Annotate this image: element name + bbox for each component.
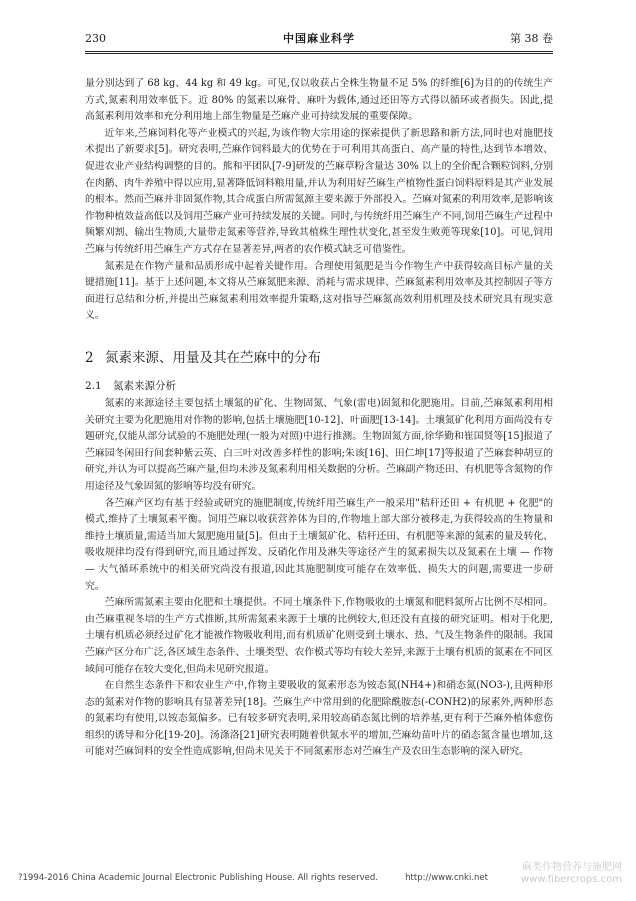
paragraph: 各苎麻产区均有基于经验或研究的施肥制度,传统纤用苎麻生产一般采用"秸秆还田 + 有机肥 + 化肥"的模式,维持了土壤氮素平衡。饲用苎麻以收获营养体为目的,作物地上部大部分被移走,为获得较高的生物量和维持土壤质量,需适当加大氮肥施用量[5]。但由于土壤氮矿化、秸秆还田、有机肥等来源的氮素的量及转化、吸收规律均没有得到研究,而且通过挥发、反硝化作用及淋失等途径产生的氮素损失以及氮素在土壤 — 作物 — 大气循环系统中的相关研究尚没有报道,因此其施肥制度可能存在效率低、损失大的问题,需要进一步研究。 [85,497,553,592]
journal-title: 中国麻业科学 [283,32,355,45]
subsection-title: 氮素来源分析 [113,380,176,392]
footer-url: http://www.cnki.net [405,873,488,883]
paragraph: 在自然生态条件下和农业生产中,作物主要吸收的氮素形态为铵态氮(NH4+)和硝态氮(NO3-),且两种形态的氮素对作物的影响具有显著差异[18]。苎麻生产中常用到的化肥除酰胺态(-CONH2)的尿素外,两种形态的氮素均有使用,以铵态氮偏多。已有较多研究表明,采用较高硝态氮比例的培养基,更有利于苎麻外植体愈伤组织的诱导和分化[19-20]。汤涤洛[21]研究表明随着供氮水平的增加,苎麻幼苗叶片的硝态氮含量也增加,这可能对苎麻饲料的安全性造成影响,但尚未见关于不同氮素形态对苎麻生产及农田生态影响的深入研究。 [85,680,553,758]
page-number: 230 [85,32,106,45]
volume-label: 第 38 卷 [510,32,553,45]
subsection-heading [85,378,553,394]
watermark [521,862,622,886]
header-rule [85,51,553,52]
watermark-line: 麻类作物营养与施肥网 [522,862,622,873]
paragraph: 量分别达到了 68 kg、44 kg 和 49 kg。可见,仅以收获占全株生物量不足 5% 的纤维[6]为目的的传统生产方式,氮素利用效率低下。近 80% 的氮素以麻骨、麻叶为载体,通过还田等方式得以循环或者损失。因此,提高氮素利用效率和充分利用地上部生物量是苎麻产业可持续发展的重要保障。 [85,78,553,123]
running-header [85,30,553,48]
section-title: 氮素来源、用量及其在苎麻中的分布 [105,350,321,366]
paragraph: 氮素是在作物产量和品质形成中起着关键作用。合理使用氮肥是当今作物生产中获得较高目标产量的关键措施[11]。基于上述问题,本文将从苎麻氮肥来源、消耗与需求规律、苎麻氮素利用效率及其控制因子等方面进行总结和分析,并提出苎麻氮素利用效率提升策略,这对指导苎麻氮高效利用机理及技术研究具有现实意义。 [85,260,553,322]
section-number: 2 [85,350,94,366]
section-heading [85,348,553,368]
intro-body [85,76,553,325]
header-rule-thin [85,53,553,54]
section-body [85,396,553,761]
copyright-notice: ?1994-2016 China Academic Journal Electronic Publishing House. All rights reserved. [18,873,378,883]
paragraph: 氮素的来源途径主要包括土壤氮的矿化、生物固氮、气象(雷电)固氮和化肥施用。目前,苎麻氮素利用相关研究主要为化肥施用对作物的影响,包括土壤施肥[10-12]、叶面肥[13-14]。土壤氮矿化利用方面尚没有专题研究,仅能从部分试验的不施肥处理(一般为对照)中进行推测。生物固氮方面,徐华勤和崔国贤等[15]报道了苎麻园冬闲田行间套种紫云英、白三叶对改善多样性的影响;朱该[16]、田仁坤[17]等报道了苎麻套种胡豆的研究,并认为可以提高苎麻产量,但均未涉及氮素利用相关数据的分析。苎麻副产物还田、有机肥等含氮物的作用途径及气象固氮的影响等均没有研究。 [85,398,553,492]
watermark-url: www.fibercrops.com [520,874,622,885]
paragraph: 近年来,苎麻饲料化等产业模式的兴起,为该作物大宗用途的探索提供了新思路和新方法,同时也对施肥技术提出了新要求[5]。研究表明,苎麻作饲料最大的优势在于可利用其高蛋白、高产量的特性,达到节本增效、促进农业产业结构调整的目的。熊和平团队[7-9]研发的苎麻草粉含量达 30% 以上的全价配合颗粒饲料,分别在肉鹅、肉牛养殖中得以应用,显著降低饲料粮用量,并认为利用好苎麻生产植物性蛋白饲料原料是其产业发展的根本。然而苎麻并非固氮作物,其合成蛋白所需氮源主要来源于外部投入。苎麻对氮素的利用效率,是影响该作物种植效益高低以及饲用苎麻产业可持续发展的关键。同时,与传统纤用苎麻生产不同,饲用苎麻生产过程中频繁刈割、输出生物质,大量带走氮素等营养,导致其植株生理性状变化,甚至发生败蔸等现象[10]。可见,饲用苎麻与传统纤用苎麻生产方式存在显著差异,两者的农作模式缺乏可借鉴性。 [85,127,553,255]
paragraph: 苎麻所需氮素主要由化肥和土壤提供。不同土壤条件下,作物吸收的土壤氮和肥料氮所占比例不尽相同。由苎麻重视冬培的生产方式推断,其所需氮素来源于土壤的比例较大,但还没有直接的研究证明。相对于化肥,土壤有机质必须经过矿化才能被作物吸收利用,而有机质矿化则受到土壤水、热、气及生物条件的限制。我国苎麻产区分布广泛,各区域生态条件、土壤类型、农作模式等均有较大差异,来源于土壤有机质的氮素在不同区域间可能存在较大变化,但尚未见研究报道。 [85,597,553,675]
subsection-number: 2.1 [85,380,102,392]
